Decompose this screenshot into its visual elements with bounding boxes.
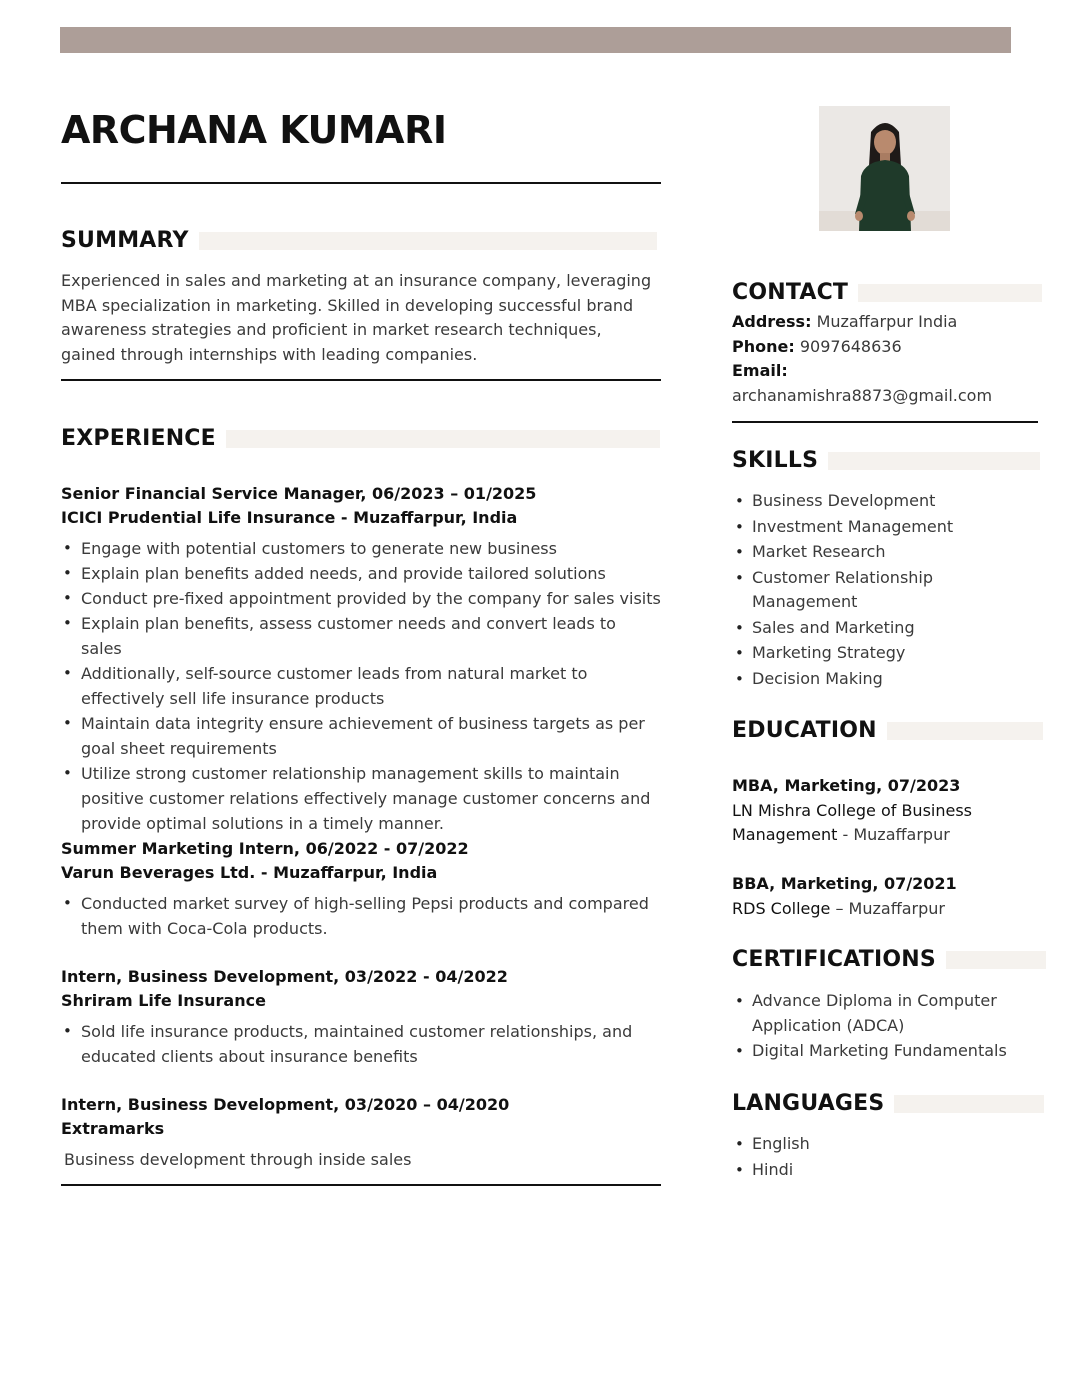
job-dates: 03/2020 – 04/2020	[344, 1095, 510, 1114]
languages-heading	[732, 1091, 1044, 1116]
contact-divider	[732, 421, 1038, 423]
job-entry	[61, 965, 661, 1069]
list-item: • Decision Making	[732, 667, 982, 692]
languages-title: LANGUAGES	[732, 1091, 885, 1116]
profile-photo	[819, 106, 950, 231]
certifications-heading	[732, 947, 1046, 972]
list-item: • Explain plan benefits, assess customer needs and convert leads to sales	[61, 611, 661, 661]
skills-title: SKILLS	[732, 448, 819, 473]
job-company: Shriram Life Insurance	[61, 991, 266, 1010]
job-role: Intern, Business Development	[61, 1095, 334, 1114]
list-item: • English	[732, 1132, 1032, 1157]
list-item: • Market Research	[732, 540, 982, 565]
summary-divider	[61, 379, 661, 381]
address-value: Muzaffarpur India	[816, 312, 958, 331]
job-dates: 03/2022 - 04/2022	[344, 967, 508, 986]
email-label: Email:	[732, 361, 788, 380]
edu-location: Muzaffarpur	[853, 825, 950, 844]
edu-degree: BBA	[732, 874, 770, 893]
list-item: • Digital Marketing Fundamentals	[732, 1039, 1022, 1064]
list-item: • Business Development	[732, 489, 982, 514]
summary-heading	[61, 228, 657, 253]
edu-field: Marketing	[784, 776, 877, 795]
job-company: ICICI Prudential Life Insurance - Muzaffarpur, India	[61, 508, 518, 527]
languages-list	[732, 1132, 1032, 1183]
profile-photo-illustration	[819, 106, 950, 231]
job-role: Summer Marketing Intern	[61, 839, 294, 858]
education-heading-fill	[887, 722, 1043, 740]
edu-date: 07/2021	[884, 874, 957, 893]
experience-heading	[61, 426, 660, 451]
name-divider	[61, 182, 661, 184]
skills-list	[732, 489, 982, 692]
list-item: • Conduct pre-fixed appointment provided by the company for sales visits	[61, 586, 661, 611]
experience-divider	[61, 1184, 661, 1186]
edu-degree: MBA	[732, 776, 773, 795]
certifications-heading-fill	[946, 951, 1046, 969]
header-accent-bar	[60, 27, 1011, 53]
address-label: Address:	[732, 312, 812, 331]
skills-heading-fill	[828, 452, 1040, 470]
edu-field: Marketing	[780, 874, 873, 893]
contact-email	[732, 359, 1052, 408]
job-entry	[61, 1093, 661, 1172]
job-entry	[61, 482, 661, 836]
summary-title: SUMMARY	[61, 228, 189, 253]
job-company: Varun Beverages Ltd. - Muzaffarpur, India	[61, 863, 438, 882]
list-item: • Investment Management	[732, 515, 982, 540]
contact-details	[732, 310, 1052, 408]
list-item: • Additionally, self-source customer leads from natural market to effectively sell life insurance products	[61, 661, 661, 711]
job-bullets	[61, 891, 661, 941]
contact-title: CONTACT	[732, 280, 849, 305]
job-bullets	[61, 536, 661, 836]
job-title-line: Senior Financial Service Manager, 06/2023 – 01/2025	[61, 484, 537, 503]
list-item: • Conducted market survey of high-selling Pepsi products and compared them with Coca-Cola products.	[61, 891, 661, 941]
contact-heading	[732, 280, 1042, 305]
job-dates: 06/2022 - 07/2022	[305, 839, 469, 858]
job-title-line: Intern, Business Development, 03/2020 – 04/2020	[61, 1095, 510, 1114]
edu-date: 07/2023	[887, 776, 961, 795]
job-title-line: Intern, Business Development, 03/2022 - 04/2022	[61, 967, 508, 986]
email-value: archanamishra8873@gmail.com	[732, 385, 993, 405]
job-role: Intern, Business Development	[61, 967, 334, 986]
phone-value: 9097648636	[799, 336, 902, 356]
list-item: • Hindi	[732, 1158, 1032, 1183]
summary-heading-fill	[199, 232, 657, 250]
job-role: Senior Financial Service Manager	[61, 484, 361, 503]
list-item: • Engage with potential customers to generate new business	[61, 536, 661, 561]
job-title-line: Summer Marketing Intern, 06/2022 - 07/2022	[61, 839, 469, 858]
list-item: • Utilize strong customer relationship management skills to maintain positive customer relations effectively manage customer concerns and provide optimal solutions in a timely manner.	[61, 761, 661, 836]
education-entry: MBA, Marketing, 07/2023 LN Mishra College of Business Management - Muzaffarpur	[732, 776, 973, 844]
experience-heading-fill	[226, 430, 660, 448]
certifications-list	[732, 989, 1022, 1065]
edu-location: Muzaffarpur	[848, 898, 945, 918]
list-item: • Customer Relationship Management	[732, 566, 982, 615]
list-item: • Sold life insurance products, maintained customer relationships, and educated clients about insurance benefits	[61, 1019, 661, 1069]
skills-heading	[732, 448, 1040, 473]
phone-label: Phone:	[732, 336, 795, 356]
experience-title: EXPERIENCE	[61, 426, 216, 451]
list-item: • Marketing Strategy	[732, 641, 982, 666]
summary-text: Experienced in sales and marketing at an insurance company, leveraging MBA specialization in marketing. Skilled in developing successful brand awareness strategies and proficient in market research techniques, gained through internships with leading companies.	[61, 271, 652, 364]
education-heading	[732, 718, 1043, 743]
education-title: EDUCATION	[732, 718, 877, 743]
edu-school: RDS College	[732, 898, 831, 918]
contact-address	[732, 310, 1052, 335]
languages-heading-fill	[894, 1095, 1044, 1113]
list-item: • Maintain data integrity ensure achievement of business targets as per goal sheet requirements	[61, 711, 661, 761]
job-entry	[61, 837, 661, 941]
contact-phone	[732, 335, 1052, 360]
job-company: Extramarks	[61, 1119, 165, 1138]
list-item: • Explain plan benefits added needs, and provide tailored solutions	[61, 561, 661, 586]
education-entry: BBA, Marketing, 07/2021 RDS College – Muzaffarpur	[732, 874, 957, 918]
edu-school: LN Mishra College of Business Management	[732, 800, 973, 844]
certifications-title: CERTIFICATIONS	[732, 947, 936, 972]
candidate-name: ARCHANA KUMARI	[61, 108, 447, 152]
contact-heading-fill	[858, 284, 1042, 302]
list-item: • Advance Diploma in Computer Application (ADCA)	[732, 989, 1022, 1038]
job-dates: 06/2023 – 01/2025	[372, 484, 537, 503]
job-description: Business development through inside sales	[64, 1150, 412, 1169]
job-bullets	[61, 1019, 661, 1069]
list-item: • Sales and Marketing	[732, 616, 982, 641]
